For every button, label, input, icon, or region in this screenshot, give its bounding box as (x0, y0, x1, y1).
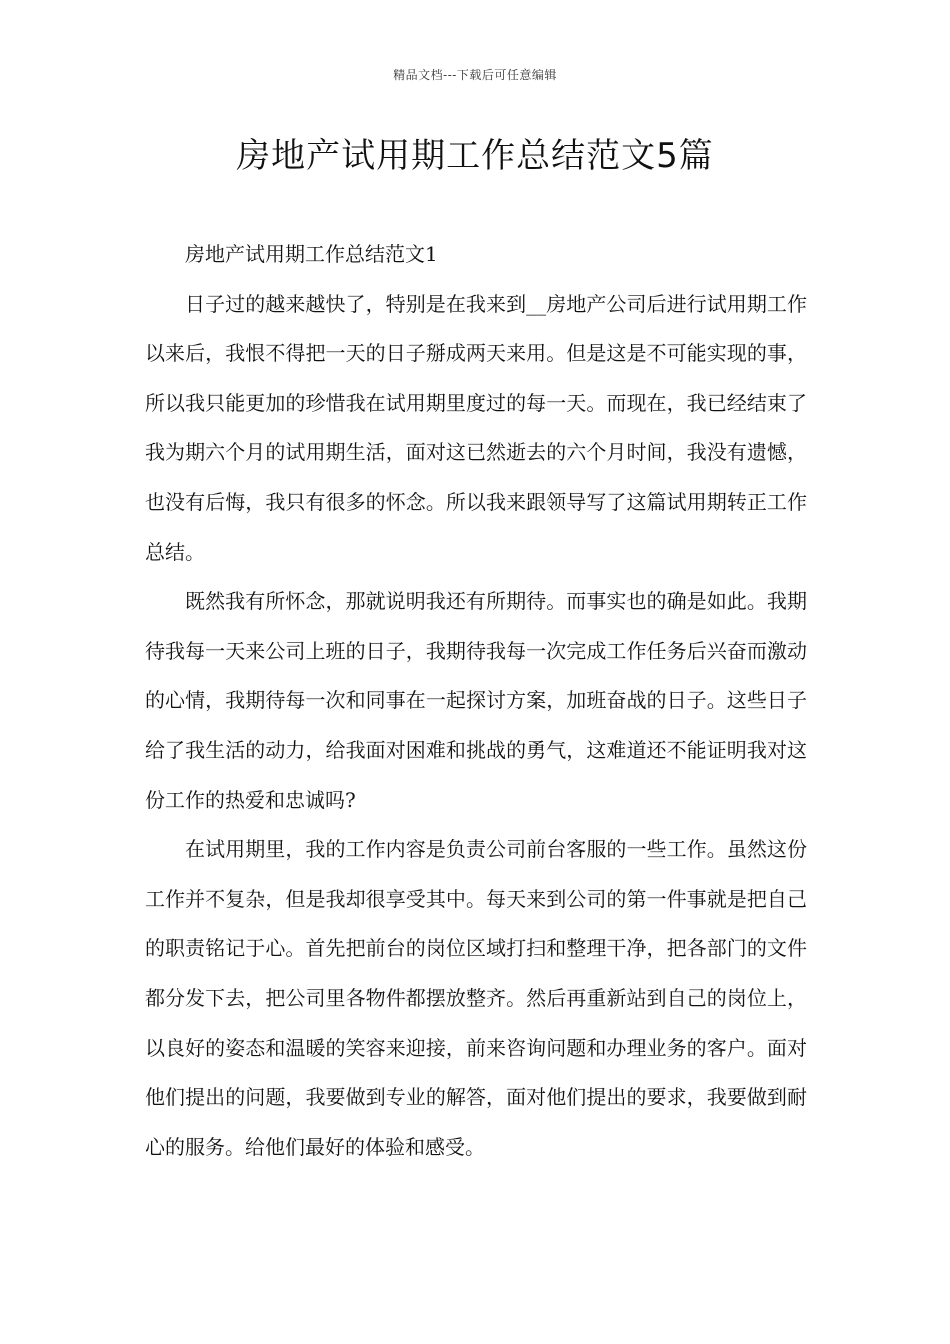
header-note: 精品文档---下载后可任意编辑 (393, 68, 557, 82)
document-body (145, 230, 807, 1172)
paragraph-2: 既然我有所怀念，那就说明我还有所期待。而事实也的确是如此。我期待我每一天来公司上班的日子，我期待我每一次完成工作任务后兴奋而激动的心情，我期待每一次和同事在一起探讨方案，加班奋战的日子。这些日子给了我生活的动力，给我面对困难和挑战的勇气，这难道还不能证明我对这份工作的热爱和忠诚吗? (145, 589, 807, 812)
paragraph-1: 日子过的越来越快了，特别是在我来到__房地产公司后进行试用期工作以来后，我恨不得把一天的日子掰成两天来用。但是这是不可能实现的事，所以我只能更加的珍惜我在试用期里度过的每一天。而现在，我已经结束了我为期六个月的试用期生活，面对这已然逝去的六个月时间，我没有遗憾，也没有后悔，我只有很多的怀念。所以我来跟领导写了这篇试用期转正工作总结。 (145, 291, 807, 564)
document-title: 房地产试用期工作总结范文5篇 (236, 136, 714, 176)
paragraph-3: 在试用期里，我的工作内容是负责公司前台客服的一些工作。虽然这份工作并不复杂，但是我却很享受其中。每天来到公司的第一件事就是把自己的职责铭记于心。首先把前台的岗位区域打扫和整理干净，把各部门的文件都分发下去，把公司里各物件都摆放整齐。然后再重新站到自己的岗位上，以良好的姿态和温暖的笑容来迎接，前来咨询问题和办理业务的客户。面对他们提出的问题，我要做到专业的解答，面对他们提出的要求，我要做到耐心的服务。给他们最好的体验和感受。 (145, 837, 807, 1159)
section-heading: 房地产试用期工作总结范文1 (185, 242, 438, 266)
